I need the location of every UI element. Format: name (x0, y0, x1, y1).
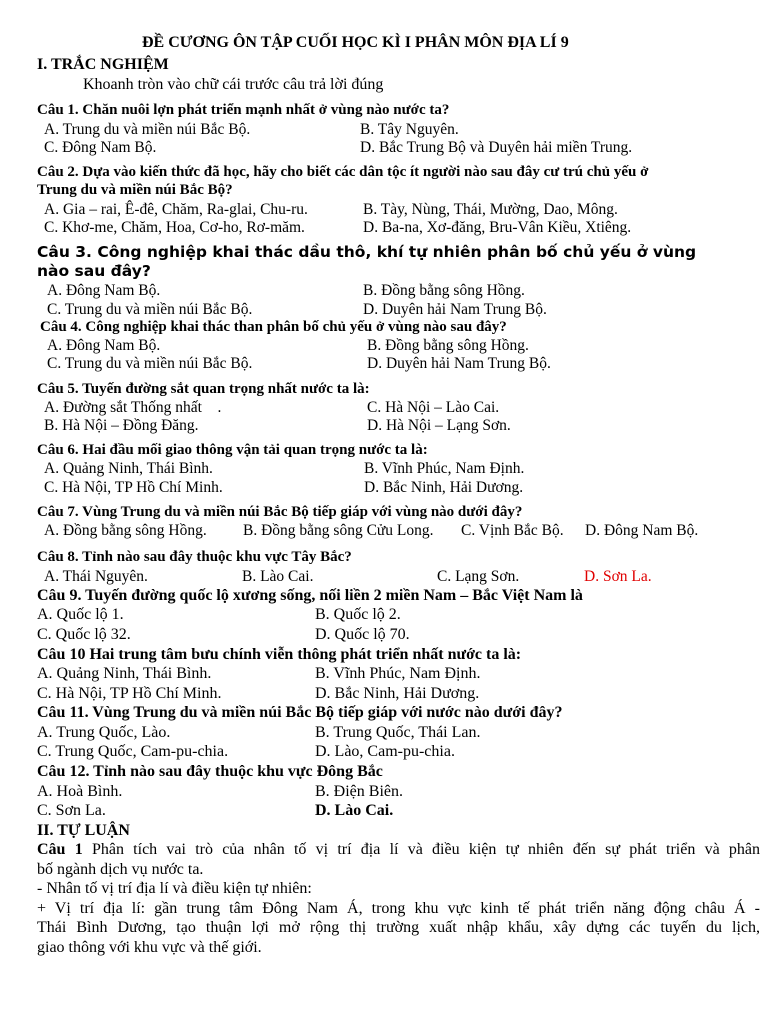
essay-question-1-line-1 (37, 840, 760, 859)
question-2-line-2: Trung du và miền núi Bắc Bộ? (37, 182, 233, 198)
q5-option-b[interactable]: B. Hà Nội – Đồng Đăng. (44, 417, 199, 434)
answer-paragraph-2-line-1: + Vị trí địa lí: gần trung tâm Đông Nam Á, trong khu vực kinh tế phát triển năng động châu Á - (37, 900, 760, 917)
q1-option-d[interactable]: D. Bắc Trung Bộ và Duyên hải miền Trung. (360, 139, 633, 156)
question-5: Câu 5. Tuyến đường sắt quan trọng nhất nước ta là: (37, 381, 370, 397)
q7-option-d[interactable]: D. Đông Nam Bộ. (585, 522, 699, 539)
q6-option-c[interactable]: C. Hà Nội, TP Hồ Chí Minh. (44, 479, 223, 496)
question-9-label: Câu 9 (37, 587, 78, 604)
answer-paragraph-2-line-3: giao thông với khu vực và thế giới. (37, 939, 262, 956)
q12-option-a[interactable]: A. Hoà Bình. (37, 783, 123, 800)
question-3-line-2: nào sau đây? (37, 262, 151, 280)
question-8: Câu 8. Tỉnh nào sau đây thuộc khu vực Tây Bắc? (37, 549, 352, 565)
q10-option-c[interactable]: C. Hà Nội, TP Hồ Chí Minh. (37, 685, 222, 702)
q8-option-c[interactable]: C. Lạng Sơn. (437, 568, 520, 585)
question-6: Câu 6. Hai đầu mối giao thông vận tải quan trọng nước ta là: (37, 442, 428, 458)
q3-option-a[interactable]: A. Đông Nam Bộ. (47, 282, 161, 299)
q3-option-b[interactable]: B. Đồng bằng sông Hồng. (363, 282, 525, 299)
q1-option-b[interactable]: B. Tây Nguyên. (360, 121, 459, 138)
q9-option-d[interactable]: D. Quốc lộ 70. (315, 626, 410, 643)
q2-option-d[interactable]: D. Ba-na, Xơ-đăng, Bru-Vân Kiều, Xtiêng. (363, 219, 632, 236)
question-4: Câu 4. Công nghiệp khai thác than phân bố chủ yếu ở vùng nào sau đây? (40, 319, 507, 335)
q5-option-c[interactable]: C. Hà Nội – Lào Cai. (367, 399, 500, 416)
q6-option-d[interactable]: D. Bắc Ninh, Hải Dương. (364, 479, 524, 496)
q11-option-a[interactable]: A. Trung Quốc, Lào. (37, 724, 171, 741)
q11-option-c[interactable]: C. Trung Quốc, Cam-pu-chia. (37, 743, 229, 760)
question-7: Câu 7. Vùng Trung du và miền núi Bắc Bộ tiếp giáp với vùng nào dưới đây? (37, 504, 523, 520)
q5-option-d[interactable]: D. Hà Nội – Lạng Sơn. (367, 417, 511, 434)
question-9-text: . Tuyến đường quốc lộ xương sống, nối liền 2 miền Nam – Bắc Việt Nam là (77, 587, 583, 604)
q5-option-a[interactable]: A. Đường sắt Thống nhất . (44, 399, 222, 416)
q7-option-a[interactable]: A. Đồng bằng sông Hồng. (44, 522, 207, 539)
document-title: ĐỀ CƯƠNG ÔN TẬP CUỐI HỌC KÌ I PHÂN MÔN ĐỊA LÍ 9 (142, 34, 569, 51)
question-10: Câu 10 Hai trung tâm bưu chính viễn thông phát triển nhất nước ta là: (37, 646, 522, 663)
q4-option-b[interactable]: B. Đồng bằng sông Hồng. (367, 337, 529, 354)
q12-option-c[interactable]: C. Sơn La. (37, 802, 106, 819)
question-12: Câu 12. Tỉnh nào sau đây thuộc khu vực Đông Bắc (37, 763, 383, 780)
q4-option-a[interactable]: A. Đông Nam Bộ. (47, 337, 161, 354)
q6-option-a[interactable]: A. Quảng Ninh, Thái Bình. (44, 460, 213, 477)
q9-option-c[interactable]: C. Quốc lộ 32. (37, 626, 131, 643)
essay-question-1-text: Phân tích vai trò của nhân tố vị trí địa lí và điều kiện tự nhiên đến sự phát triển và phân (82, 841, 761, 858)
answer-paragraph-1: - Nhân tố vị trí địa lí và điều kiện tự nhiên: (37, 880, 312, 897)
q1-option-c[interactable]: C. Đông Nam Bộ. (44, 139, 157, 156)
q12-option-d-bold[interactable]: D. Lào Cai. (315, 802, 394, 819)
q4-option-d[interactable]: D. Duyên hải Nam Trung Bộ. (367, 355, 551, 372)
q10-option-a[interactable]: A. Quảng Ninh, Thái Bình. (37, 665, 212, 682)
q4-option-c[interactable]: C. Trung du và miền núi Bắc Bộ. (47, 355, 253, 372)
section-1-instruction: Khoanh tròn vào chữ cái trước câu trả lời đúng (83, 76, 384, 93)
q9-option-a[interactable]: A. Quốc lộ 1. (37, 606, 124, 623)
q11-option-b[interactable]: B. Trung Quốc, Thái Lan. (315, 724, 481, 741)
question-3-line-1: Câu 3. Công nghiệp khai thác dầu thô, khí tự nhiên phân bố chủ yếu ở vùng (37, 243, 697, 261)
q2-option-a[interactable]: A. Gia – rai, Ê-đê, Chăm, Ra-glai, Chu-ru. (44, 201, 308, 218)
question-1: Câu 1. Chăn nuôi lợn phát triển mạnh nhất ở vùng nào nước ta? (37, 102, 450, 118)
question-2-line-1: Câu 2. Dựa vào kiến thức đã học, hãy cho biết các dân tộc ít người nào sau đây cư trú chủ yếu ở (37, 164, 649, 180)
q8-option-a[interactable]: A. Thái Nguyên. (44, 568, 148, 585)
q8-option-b[interactable]: B. Lào Cai. (242, 568, 314, 585)
q6-option-b[interactable]: B. Vĩnh Phúc, Nam Định. (364, 460, 525, 477)
q7-option-c[interactable]: C. Vịnh Bắc Bộ. (461, 522, 564, 539)
question-9 (37, 586, 583, 605)
answer-paragraph-2-line-2: Thái Bình Dương, tạo thuận lợi mở rộng thị trường xuất nhập khẩu, xây dựng các tuyến du lịch, (37, 919, 760, 936)
section-1-heading: I. TRẮC NGHIỆM (37, 56, 169, 73)
q10-option-d[interactable]: D. Bắc Ninh, Hải Dương. (315, 685, 480, 702)
q3-option-c[interactable]: C. Trung du và miền núi Bắc Bộ. (47, 301, 253, 318)
q12-option-b[interactable]: B. Điện Biên. (315, 783, 403, 800)
q10-option-b[interactable]: B. Vĩnh Phúc, Nam Định. (315, 665, 481, 682)
q9-option-b[interactable]: B. Quốc lộ 2. (315, 606, 401, 623)
q3-option-d[interactable]: D. Duyên hải Nam Trung Bộ. (363, 301, 547, 318)
q1-option-a[interactable]: A. Trung du và miền núi Bắc Bộ. (44, 121, 251, 138)
q7-option-b[interactable]: B. Đồng bằng sông Cửu Long. (243, 522, 434, 539)
essay-question-1-label: Câu 1 (37, 841, 83, 858)
q2-option-c[interactable]: C. Khơ-me, Chăm, Hoa, Cơ-ho, Rơ-măm. (44, 219, 305, 236)
q2-option-b[interactable]: B. Tày, Nùng, Thái, Mường, Dao, Mông. (363, 201, 618, 218)
essay-question-1-line-2: bố ngành dịch vụ nước ta. (37, 861, 204, 878)
section-2-heading: II. TỰ LUẬN (37, 822, 130, 839)
question-11: Câu 11. Vùng Trung du và miền núi Bắc Bộ tiếp giáp với nước nào dưới đây? (37, 704, 563, 721)
q11-option-d[interactable]: D. Lào, Cam-pu-chia. (315, 743, 455, 760)
q8-option-d-highlighted[interactable]: D. Sơn La. (584, 568, 652, 585)
